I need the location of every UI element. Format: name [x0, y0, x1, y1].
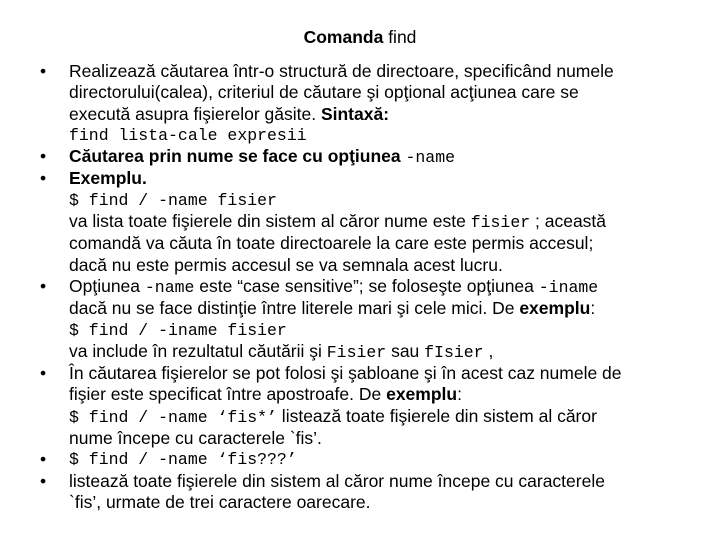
- inline-code: Fisier: [326, 342, 387, 362]
- text-line: Realizează căutarea într-o structură de directoare, specificând numele: [69, 61, 614, 81]
- inline-code: fIsier: [424, 342, 484, 362]
- slide-title: [0, 27, 720, 48]
- text-line: listează toate fişierele din sistem al căror nume începe cu caracterele: [69, 470, 605, 491]
- text-fragment: execută asupra fişierelor găsite.: [69, 103, 321, 124]
- text-fragment: Opţiunea: [69, 275, 145, 296]
- code-line: $ find / -name ‘fis???’: [69, 450, 297, 470]
- list-item: [0, 449, 720, 470]
- text-fragment: listează toate fişierele din sistem al căror: [276, 405, 597, 426]
- list-item: [0, 168, 720, 275]
- text-fragment: ; această: [530, 211, 607, 232]
- text-line: [69, 168, 706, 189]
- text-fragment: va lista toate fişierele din sistem al căror nume este: [69, 211, 471, 232]
- text-fragment: ,: [483, 340, 494, 361]
- text-fragment: este “case sensitive”; se foloseşte opţiunea: [194, 275, 539, 296]
- text-line: [69, 406, 706, 428]
- bold-text: exemplu: [519, 298, 591, 319]
- text-line: [69, 104, 706, 125]
- text-line: În căutarea fişierelor se pot folosi şi şabloane şi în acest caz numele de: [69, 363, 622, 384]
- text-line: nume începe cu caracterele `fis’.: [69, 428, 322, 449]
- text-line: `fis’, urmate de trei caractere oarecare.: [69, 491, 371, 512]
- inline-code: -iname: [538, 277, 599, 297]
- inline-code: -name: [405, 148, 455, 168]
- list-item: [0, 363, 720, 449]
- bold-text: Căutarea prin nume se face cu opţiunea: [69, 146, 406, 167]
- bullet-list: [0, 61, 720, 513]
- text-line: [69, 146, 706, 168]
- list-item: [0, 471, 720, 514]
- bullet-icon: •: [40, 168, 47, 189]
- code-line: $ find / -name fisier: [69, 190, 277, 210]
- text-line: [69, 384, 706, 405]
- list-item: [0, 276, 720, 363]
- code-line: find lista-cale expresii: [69, 125, 307, 145]
- text-line: [69, 211, 706, 233]
- text-fragment: :: [590, 298, 596, 319]
- text-fragment: fişier este specificat între apostroafe. De: [69, 384, 387, 405]
- bullet-icon: •: [40, 449, 47, 470]
- inline-code: fisier: [470, 213, 531, 233]
- code-line: $ find / -iname fisier: [69, 320, 287, 340]
- bold-text: Exemplu.: [69, 168, 147, 189]
- text-line: [69, 341, 706, 363]
- bullet-icon: •: [40, 146, 47, 167]
- bullet-icon: •: [40, 61, 47, 81]
- bold-text: exemplu: [386, 384, 458, 405]
- text-line: dacă nu este permis accesul se va semnala acest lucru.: [69, 254, 503, 275]
- title-rest: find: [383, 27, 417, 47]
- text-line: comandă va căuta în toate directoarele la care este permis accesul;: [69, 233, 594, 254]
- text-line: directorului(calea), criteriul de căutare şi opţional acţiunea care se: [69, 82, 579, 103]
- list-item: [0, 61, 720, 146]
- inline-code: $ find / -name ‘fis*’: [69, 407, 277, 427]
- bullet-icon: •: [40, 275, 47, 296]
- text-fragment: dacă nu se face distinţie între literele mari şi cele mici. De: [69, 298, 520, 319]
- text-line: [69, 276, 706, 298]
- list-item: [0, 146, 720, 168]
- syntax-label: Sintaxă:: [320, 103, 390, 124]
- text-fragment: :: [457, 384, 462, 405]
- bullet-icon: •: [40, 470, 47, 491]
- text-line: [69, 298, 706, 319]
- text-fragment: sau: [386, 340, 425, 361]
- title-bold: Comanda: [303, 27, 384, 47]
- bullet-icon: •: [40, 363, 47, 384]
- inline-code: -name: [144, 277, 195, 297]
- text-fragment: va include în rezultatul căutării şi: [69, 340, 327, 361]
